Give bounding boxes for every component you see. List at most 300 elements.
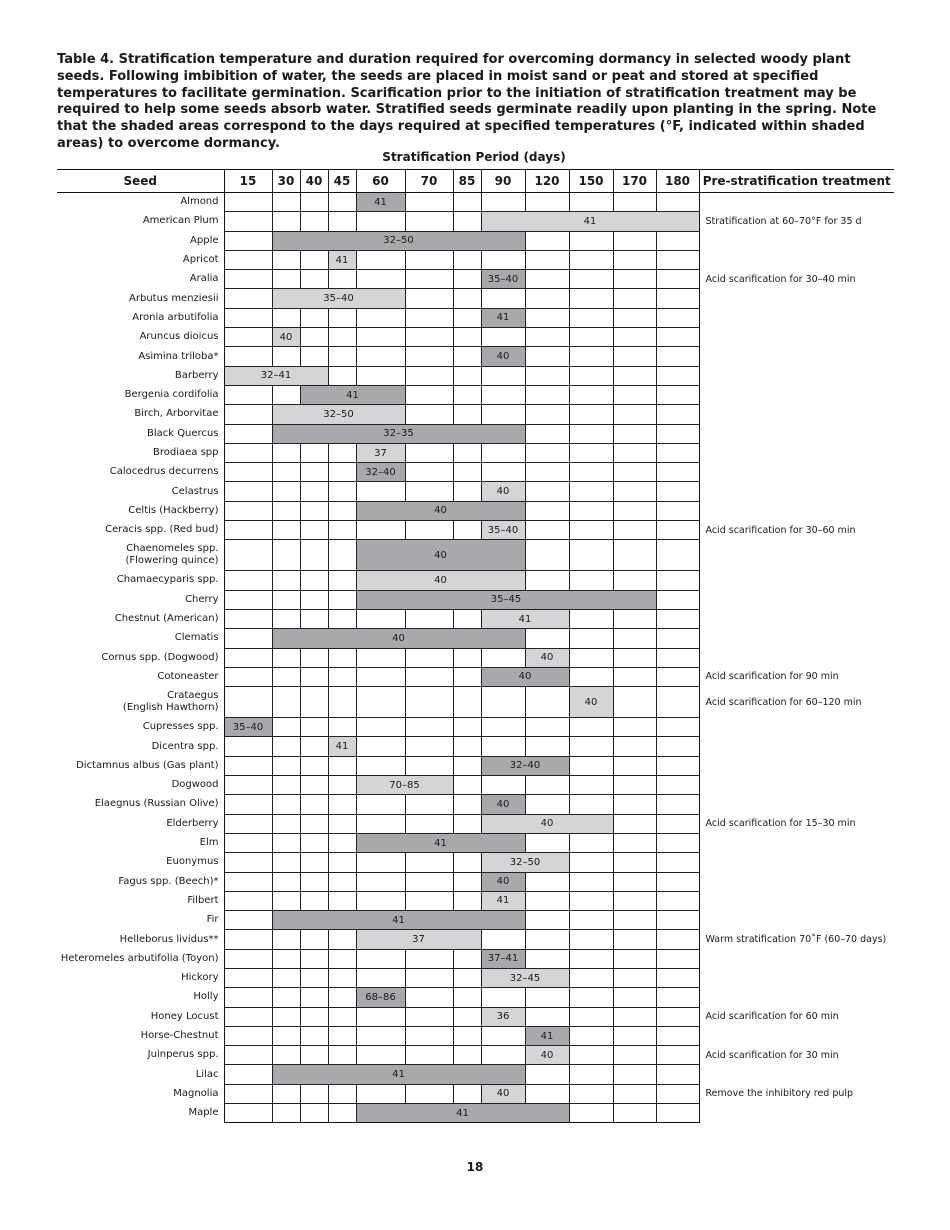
table-row [57, 814, 894, 833]
seed-name [57, 405, 224, 424]
grid-cell [272, 949, 300, 968]
grid-cell [405, 609, 453, 628]
grid-cell [453, 250, 481, 269]
stratification-bar: 68–86 [356, 988, 405, 1007]
grid-cell [613, 911, 656, 930]
grid-cell [613, 853, 656, 872]
table-row [57, 949, 894, 968]
grid-cell [224, 609, 272, 628]
seed-name [57, 501, 224, 520]
grid-cell [525, 308, 569, 327]
grid-cell [613, 667, 656, 686]
grid-cell [613, 463, 656, 482]
grid-cell [656, 949, 699, 968]
seed-name-text: Aralia [189, 273, 219, 285]
grid-cell [613, 366, 656, 385]
grid-cell [613, 482, 656, 501]
grid-cell [656, 328, 699, 347]
grid-cell [224, 540, 272, 571]
grid-cell [481, 930, 525, 949]
grid-cell [224, 571, 272, 590]
seed-name [57, 872, 224, 891]
grid-cell [272, 988, 300, 1007]
grid-cell [405, 1046, 453, 1065]
seed-name [57, 648, 224, 667]
grid-cell [656, 482, 699, 501]
seed-name [57, 911, 224, 930]
seed-name [57, 590, 224, 609]
pre-treatment-note [699, 540, 894, 571]
stratification-bar: 32–45 [481, 968, 569, 987]
grid-cell [525, 540, 569, 571]
grid-cell [328, 1046, 356, 1065]
stratification-bar: 40 [481, 667, 569, 686]
grid-cell [525, 737, 569, 756]
grid-cell [656, 756, 699, 775]
seed-name-text: Barberry [174, 369, 219, 381]
grid-cell [328, 609, 356, 628]
grid-cell [525, 629, 569, 648]
grid-cell [272, 1084, 300, 1103]
stratification-bar: 41 [481, 609, 569, 628]
grid-cell [481, 405, 525, 424]
grid-cell [328, 988, 356, 1007]
grid-cell [224, 405, 272, 424]
grid-cell [613, 250, 656, 269]
seed-name-text: Fir [206, 914, 219, 926]
grid-cell [405, 328, 453, 347]
grid-cell [656, 911, 699, 930]
grid-cell [453, 737, 481, 756]
grid-cell [224, 463, 272, 482]
grid-cell [224, 231, 272, 250]
seed-name-text: Crataegus [167, 690, 219, 702]
grid-cell [613, 424, 656, 443]
grid-cell [453, 463, 481, 482]
table-row [57, 988, 894, 1007]
grid-cell [613, 385, 656, 404]
grid-cell [405, 667, 453, 686]
grid-cell [525, 521, 569, 540]
seed-name-text: Holly [193, 991, 219, 1003]
grid-cell [613, 540, 656, 571]
period-header-90: 90 [481, 170, 525, 193]
grid-cell [224, 911, 272, 930]
grid-cell [453, 521, 481, 540]
grid-cell [569, 193, 613, 212]
stratification-bar: 40 [272, 629, 525, 648]
seed-name-text: Juinperus spp. [147, 1049, 219, 1061]
grid-cell [613, 609, 656, 628]
grid-cell [613, 949, 656, 968]
grid-cell [300, 737, 328, 756]
grid-cell [300, 521, 328, 540]
grid-cell [453, 891, 481, 910]
grid-cell [656, 648, 699, 667]
grid-cell [613, 347, 656, 366]
grid-cell [613, 718, 656, 737]
grid-cell [569, 1065, 613, 1084]
grid-cell [569, 988, 613, 1007]
grid-cell [656, 250, 699, 269]
grid-cell [224, 687, 272, 718]
grid-cell [300, 609, 328, 628]
pre-treatment-note: Acid scarification for 30–60 min [705, 524, 856, 536]
table-row [57, 212, 894, 231]
pre-treatment-note [699, 949, 894, 968]
grid-cell [613, 776, 656, 795]
grid-cell [613, 737, 656, 756]
table-row [57, 540, 894, 571]
seed-name-text: Aronia arbutifolia [132, 311, 219, 323]
seed-name [57, 347, 224, 366]
grid-cell [224, 385, 272, 404]
grid-cell [525, 949, 569, 968]
seed-name-text: American Plum [142, 215, 219, 227]
grid-cell [656, 718, 699, 737]
grid-cell [453, 968, 481, 987]
grid-cell [481, 193, 525, 212]
grid-cell [481, 718, 525, 737]
seed-name-text: Lilac [195, 1068, 219, 1080]
seed-name-text: Helleborus lividus** [119, 933, 219, 945]
seed-name [57, 385, 224, 404]
grid-cell [224, 443, 272, 462]
grid-cell [224, 193, 272, 212]
grid-cell [613, 521, 656, 540]
grid-cell [569, 833, 613, 852]
grid-cell [525, 463, 569, 482]
table-row [57, 629, 894, 648]
stratification-bar: 40 [272, 328, 300, 347]
grid-cell [272, 891, 300, 910]
table-row [57, 443, 894, 462]
period-header-45: 45 [328, 170, 356, 193]
seed-name-text: Cherry [185, 593, 219, 605]
table-row [57, 521, 894, 540]
grid-cell [656, 270, 699, 289]
grid-cell [328, 328, 356, 347]
pre-treatment-note [699, 590, 894, 609]
grid-cell [300, 443, 328, 462]
grid-cell [272, 1104, 300, 1123]
pre-treatment-note [699, 648, 894, 667]
seed-name-text: Honey Locust [150, 1010, 219, 1022]
grid-cell [300, 250, 328, 269]
period-header-40: 40 [300, 170, 328, 193]
table-body [57, 193, 894, 1123]
grid-cell [453, 308, 481, 327]
grid-cell [224, 1046, 272, 1065]
grid-cell [613, 308, 656, 327]
grid-cell [656, 629, 699, 648]
table-row [57, 424, 894, 443]
grid-cell [656, 872, 699, 891]
seed-name-text: Filbert [187, 894, 219, 906]
grid-cell [300, 648, 328, 667]
grid-cell [569, 443, 613, 462]
pre-treatment-note [699, 1104, 894, 1123]
grid-cell [328, 482, 356, 501]
seed-name [57, 609, 224, 628]
pre-treatment-note [699, 250, 894, 269]
grid-cell [525, 687, 569, 718]
stratification-bar: 70–85 [356, 776, 453, 795]
pre-treatment-note [699, 872, 894, 891]
pre-treatment-note: Acid scarification for 60–120 min [705, 696, 862, 708]
stratification-bar: 41 [328, 250, 356, 269]
grid-cell [656, 289, 699, 308]
table-row [57, 385, 894, 404]
grid-cell [300, 590, 328, 609]
grid-cell [224, 424, 272, 443]
grid-cell [224, 347, 272, 366]
seed-name-text: Asimina triloba* [138, 350, 219, 362]
grid-cell [525, 385, 569, 404]
pre-treatment-note [699, 482, 894, 501]
grid-cell [328, 270, 356, 289]
grid-cell [569, 1007, 613, 1026]
treatment-column-header: Pre-stratification treatment [699, 170, 894, 193]
grid-cell [300, 872, 328, 891]
seed-name-text: Maple [188, 1107, 219, 1119]
grid-cell [656, 988, 699, 1007]
grid-cell [613, 648, 656, 667]
grid-cell [569, 1084, 613, 1103]
grid-cell [224, 756, 272, 775]
grid-cell [613, 814, 656, 833]
table-row [57, 718, 894, 737]
grid-cell [453, 1084, 481, 1103]
pre-treatment-note [699, 853, 894, 872]
pre-treatment-note [699, 571, 894, 590]
grid-cell [328, 1104, 356, 1123]
seed-name-text: Brodiaea spp [153, 447, 219, 458]
grid-cell [569, 648, 613, 667]
stratification-bar: 32–50 [272, 405, 405, 424]
grid-cell [300, 833, 328, 852]
seed-name [57, 1065, 224, 1084]
grid-cell [525, 911, 569, 930]
pre-treatment-note [699, 1026, 894, 1045]
seed-name [57, 737, 224, 756]
grid-cell [656, 776, 699, 795]
grid-cell [356, 1007, 405, 1026]
seed-name [57, 212, 224, 231]
stratification-bar: 41 [356, 833, 525, 852]
grid-cell [569, 776, 613, 795]
grid-cell [300, 1007, 328, 1026]
grid-cell [613, 1065, 656, 1084]
grid-cell [405, 968, 453, 987]
grid-cell [224, 648, 272, 667]
pre-treatment-note: Warm stratification 70˚F (60–70 days) [705, 934, 887, 946]
table-row [57, 911, 894, 930]
stratification-bar: 41 [328, 737, 356, 756]
grid-cell [481, 366, 525, 385]
grid-cell [272, 718, 300, 737]
seed-name-text: Black Quercus [146, 427, 219, 439]
grid-cell [356, 891, 405, 910]
pre-treatment-note [699, 718, 894, 737]
grid-cell [300, 193, 328, 212]
seed-name-text: Elderberry [166, 817, 219, 829]
grid-cell [300, 540, 328, 571]
table-row [57, 930, 894, 949]
seed-name-text: Almond [180, 196, 219, 208]
grid-cell [356, 718, 405, 737]
pre-treatment-note [699, 443, 894, 462]
grid-cell [272, 501, 300, 520]
period-header-15: 15 [224, 170, 272, 193]
grid-cell [481, 648, 525, 667]
table-row [57, 463, 894, 482]
grid-cell [224, 308, 272, 327]
grid-cell [300, 328, 328, 347]
seed-name-text: Calocedrus decurrens [109, 466, 219, 478]
grid-cell [405, 366, 453, 385]
grid-cell [328, 814, 356, 833]
grid-cell [356, 687, 405, 718]
seed-name [57, 443, 224, 462]
grid-cell [656, 463, 699, 482]
stratification-bar: 41 [356, 193, 405, 212]
pre-treatment-note: Acid scarification for 30 min [705, 1049, 839, 1061]
table-row [57, 590, 894, 609]
grid-cell [224, 270, 272, 289]
grid-cell [405, 1084, 453, 1103]
grid-cell [613, 988, 656, 1007]
grid-cell [224, 212, 272, 231]
seed-name [57, 988, 224, 1007]
grid-cell [405, 250, 453, 269]
grid-cell [481, 463, 525, 482]
grid-cell [569, 1046, 613, 1065]
grid-cell [481, 737, 525, 756]
grid-cell [525, 482, 569, 501]
table-row [57, 270, 894, 289]
grid-cell [328, 756, 356, 775]
grid-cell [453, 1046, 481, 1065]
grid-cell [356, 1026, 405, 1045]
grid-cell [356, 648, 405, 667]
grid-cell [272, 571, 300, 590]
stratification-bar: 41 [525, 1026, 569, 1045]
grid-cell [224, 250, 272, 269]
seed-name [57, 1046, 224, 1065]
seed-name [57, 968, 224, 987]
grid-cell [356, 347, 405, 366]
table-row [57, 891, 894, 910]
grid-cell [300, 853, 328, 872]
grid-cell [405, 212, 453, 231]
grid-cell [569, 289, 613, 308]
grid-cell [272, 687, 300, 718]
grid-cell [613, 328, 656, 347]
seed-name-text: Apricot [182, 254, 219, 266]
seed-name-text: Chaenomeles spp. [126, 543, 219, 555]
grid-cell [224, 872, 272, 891]
pre-treatment-note [699, 193, 894, 212]
seed-name-text: Chamaecyparis spp. [116, 574, 219, 586]
grid-cell [405, 795, 453, 814]
seed-name [57, 289, 224, 308]
grid-cell [525, 443, 569, 462]
grid-cell [356, 968, 405, 987]
grid-cell [656, 737, 699, 756]
grid-cell [569, 571, 613, 590]
seed-name [57, 795, 224, 814]
grid-cell [300, 1046, 328, 1065]
stratification-bar: 37 [356, 443, 405, 462]
grid-cell [613, 756, 656, 775]
grid-cell [613, 795, 656, 814]
grid-cell [613, 443, 656, 462]
grid-cell [453, 814, 481, 833]
grid-cell [224, 1104, 272, 1123]
grid-cell [656, 443, 699, 462]
grid-cell [224, 891, 272, 910]
grid-cell [300, 667, 328, 686]
table-row [57, 872, 894, 891]
stratification-bar: 41 [481, 308, 525, 327]
grid-cell [356, 814, 405, 833]
grid-cell [405, 949, 453, 968]
seed-name [57, 463, 224, 482]
table-row [57, 482, 894, 501]
period-header-180: 180 [656, 170, 699, 193]
pre-treatment-note [699, 405, 894, 424]
seed-name [57, 833, 224, 852]
grid-cell [272, 1026, 300, 1045]
grid-cell [613, 193, 656, 212]
grid-cell [656, 366, 699, 385]
grid-cell [569, 872, 613, 891]
grid-cell [405, 308, 453, 327]
table-row [57, 501, 894, 520]
grid-cell [272, 872, 300, 891]
seed-name [57, 1104, 224, 1123]
grid-cell [300, 463, 328, 482]
grid-cell [569, 424, 613, 443]
stratification-bar: 35–40 [481, 270, 525, 289]
grid-cell [300, 347, 328, 366]
grid-cell [613, 833, 656, 852]
grid-cell [453, 756, 481, 775]
grid-cell [224, 667, 272, 686]
grid-cell [328, 521, 356, 540]
grid-cell [300, 988, 328, 1007]
pre-treatment-note [699, 231, 894, 250]
grid-cell [453, 270, 481, 289]
seed-name [57, 718, 224, 737]
grid-cell [300, 270, 328, 289]
grid-cell [525, 718, 569, 737]
seed-name-text: Dogwood [171, 779, 219, 791]
grid-cell [328, 540, 356, 571]
table-row [57, 687, 894, 718]
grid-cell [405, 443, 453, 462]
grid-cell [569, 795, 613, 814]
grid-cell [356, 872, 405, 891]
grid-cell [569, 366, 613, 385]
grid-cell [272, 667, 300, 686]
pre-treatment-note: Remove the inhibitory red pulp [705, 1088, 854, 1100]
seed-name [57, 776, 224, 795]
seed-name [57, 270, 224, 289]
grid-cell [272, 347, 300, 366]
grid-cell [356, 949, 405, 968]
